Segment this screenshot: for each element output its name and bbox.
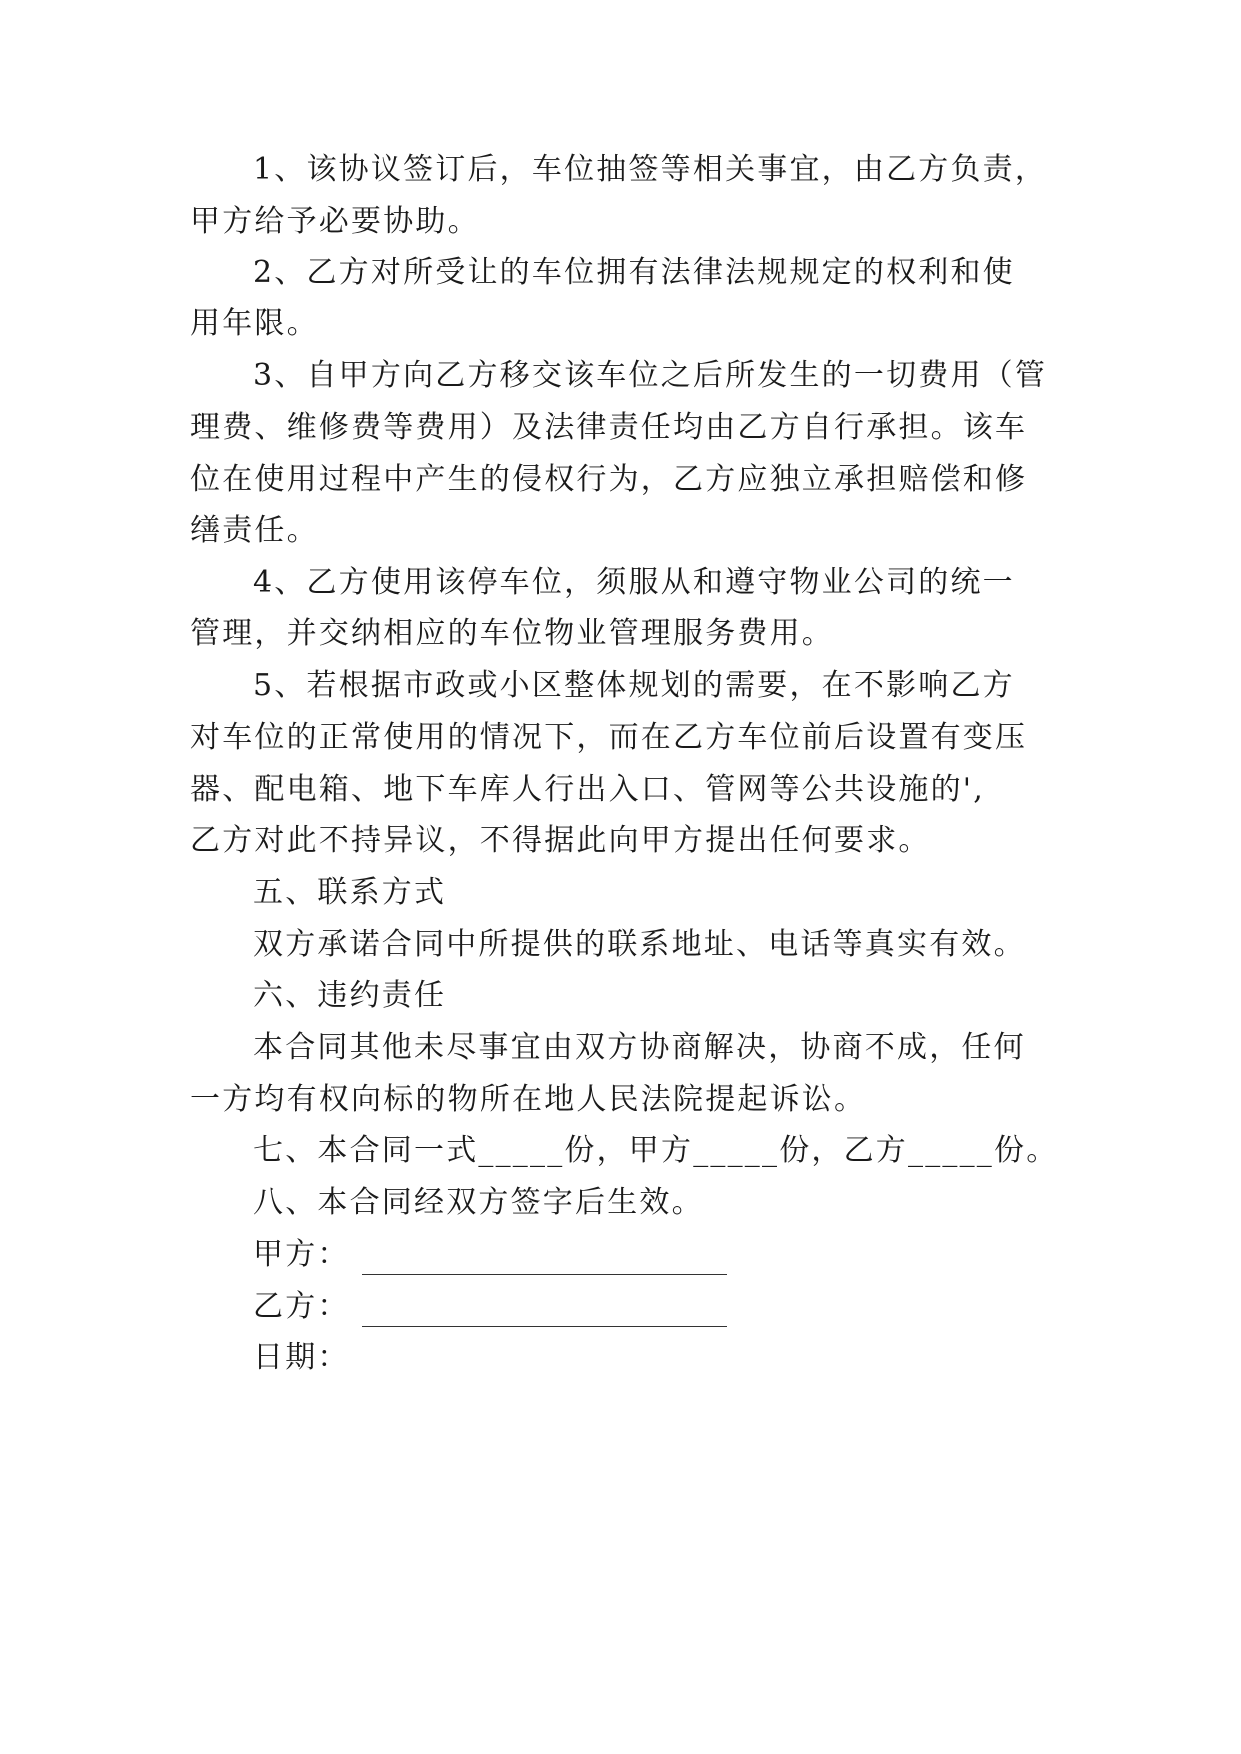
section-6-body-line-1: 本合同其他未尽事宜由双方协商解决，协商不成，任何	[253, 1030, 1026, 1065]
section-8-effective: 八、本合同经双方签字后生效。	[253, 1185, 704, 1220]
clause-5-line-4: 乙方对此不持异议，不得据此向甲方提出任何要求。	[190, 823, 931, 858]
section-5-body: 双方承诺合同中所提供的联系地址、电话等真实有效。	[253, 927, 1026, 962]
clause-2-line-2: 用年限。	[190, 306, 319, 341]
clause-1-line-2: 甲方给予必要协助。	[190, 204, 480, 239]
party-a-signature-row	[253, 1235, 727, 1275]
date-label: 日期：	[253, 1340, 350, 1375]
section-5-heading: 五、联系方式	[253, 875, 447, 910]
party-b-label: 乙方：	[253, 1289, 350, 1324]
date-row	[253, 1338, 350, 1378]
clause-4-line-2: 管理，并交纳相应的车位物业管理服务费用。	[190, 616, 834, 651]
party-a-label: 甲方：	[253, 1237, 350, 1272]
party-b-signature-row	[253, 1287, 727, 1327]
clause-1-line-1: 1、该协议签订后，车位抽签等相关事宜，由乙方负责，	[253, 152, 1048, 187]
clause-5-line-1: 5、若根据市政或小区整体规划的需要，在不影响乙方	[253, 668, 1015, 703]
clause-3-line-3: 位在使用过程中产生的侵权行为，乙方应独立承担赔偿和修	[190, 462, 1028, 497]
clause-5-line-2: 对车位的正常使用的情况下，而在乙方车位前后设置有变压	[190, 720, 1028, 755]
clause-5-line-3: 器、配电箱、地下车库人行出入口、管网等公共设施的',	[190, 772, 985, 807]
clause-3-line-4: 缮责任。	[190, 513, 319, 548]
section-6-body-line-2: 一方均有权向标的物所在地人民法院提起诉讼。	[190, 1082, 867, 1117]
party-b-signature-line[interactable]	[362, 1300, 727, 1327]
section-7-copies: 七、本合同一式_____份，甲方_____份，乙方_____份。	[253, 1133, 1059, 1168]
clause-3-line-2: 理费、维修费等费用）及法律责任均由乙方自行承担。该车	[190, 410, 1028, 445]
clause-2-line-1: 2、乙方对所受让的车位拥有法律法规规定的权利和使	[253, 255, 1015, 290]
party-a-signature-line[interactable]	[362, 1248, 727, 1275]
clause-3-line-1: 3、自甲方向乙方移交该车位之后所发生的一切费用（管	[253, 358, 1048, 393]
section-6-heading: 六、违约责任	[253, 978, 447, 1013]
clause-4-line-1: 4、乙方使用该停车位，须服从和遵守物业公司的统一	[253, 565, 1015, 600]
